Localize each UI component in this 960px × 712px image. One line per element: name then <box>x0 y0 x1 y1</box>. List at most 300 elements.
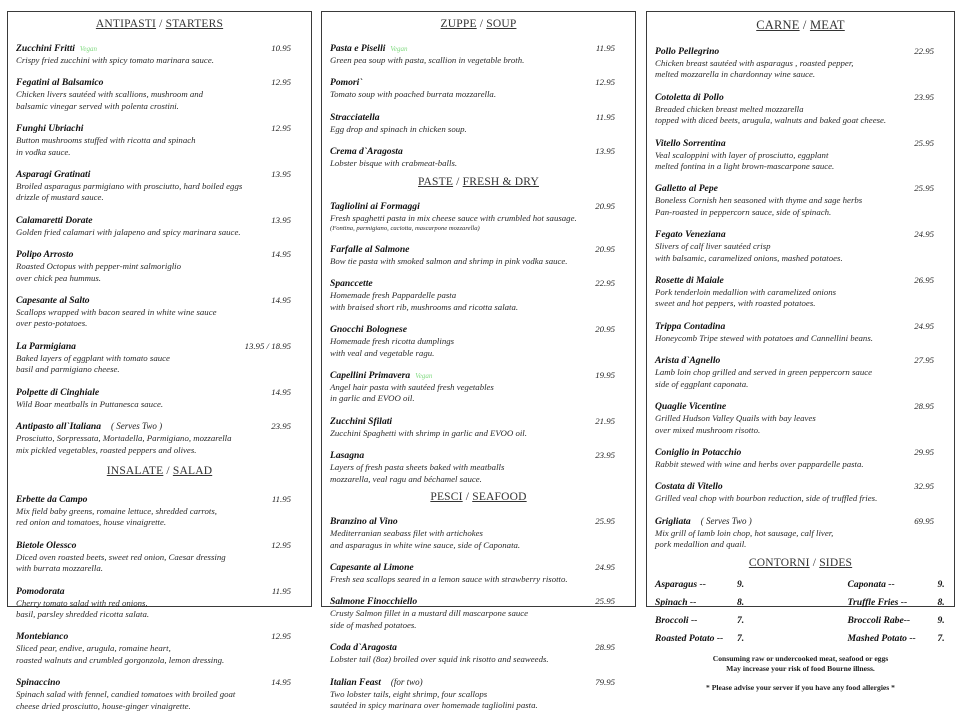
menu-item <box>16 533 303 575</box>
section-title-sep: / <box>453 175 463 188</box>
description-line: Lobster bisque with crabmeat-balls. <box>330 158 458 169</box>
menu-item-header <box>16 242 303 261</box>
side-item-name: Broccoli -- <box>655 614 698 626</box>
menu-item-description <box>655 195 946 218</box>
description-line: with veal and vegetable ragu. <box>330 347 435 358</box>
menu-item <box>330 317 627 359</box>
side-item-name: Spinach -- <box>655 596 697 608</box>
menu-item-price: 20.95 <box>595 200 615 211</box>
menu-item <box>16 208 303 238</box>
menu-item-header <box>330 670 627 689</box>
menu-column-left <box>7 11 312 711</box>
description-line: Chicken livers sautéed with scallions, mushroom and <box>16 89 204 100</box>
menu-item-header <box>655 394 946 413</box>
menu-item-name: Branzino al Vino <box>330 516 398 528</box>
section-title-part: FRESH & DRY <box>462 175 539 188</box>
menu-item <box>655 474 946 504</box>
menu-item-price: 26.95 <box>914 275 934 286</box>
description-line: Bow tie pasta with smoked salmon and shrimp in pink vodka sauce. <box>330 256 568 267</box>
menu-item-header <box>16 414 303 433</box>
menu-item-header <box>655 348 946 367</box>
side-item-price: 7. <box>737 632 745 644</box>
description-line: Slivers of calf liver sautéed crisp <box>655 241 771 252</box>
description-line: with braised short rib, mushrooms and ricotta salata. <box>330 301 519 312</box>
menu-item-title <box>16 487 87 506</box>
menu-item-name: Arista d`Agnello <box>655 355 721 367</box>
menu-item-price: 79.95 <box>595 676 615 687</box>
menu-item-header <box>655 131 946 150</box>
menu-item-header <box>330 443 627 462</box>
description-line: Lobster tail (8oz) broiled over squid ink risotto and seaweeds. <box>330 654 549 665</box>
menu-item <box>330 271 627 313</box>
menu-item-header <box>330 317 627 336</box>
description-line: Pork tenderloin medallion with caramelized onions <box>655 287 837 298</box>
menu-item-title <box>330 670 423 689</box>
paste-list <box>330 194 627 485</box>
menu-item-title <box>655 394 726 413</box>
description-line: Lamb loin chop grilled and served in green peppercorn sauce <box>655 367 873 378</box>
menu-item-header <box>16 162 303 181</box>
menu-item-name: Vitello Sorrentina <box>655 137 726 149</box>
menu-item-description <box>16 227 303 238</box>
menu-item-title <box>16 208 92 227</box>
section-title-part: ZUPPE <box>440 18 477 30</box>
menu-item-title <box>16 36 97 55</box>
menu-item <box>655 39 946 81</box>
menu-item-description <box>330 574 627 585</box>
description-line: Crispy fried zucchini with spicy tomato marinara sauce. <box>16 55 214 65</box>
allergy-notice: * Please advise your server if you have any food allergies * <box>706 682 895 692</box>
menu-item-title <box>330 363 432 382</box>
menu-item-price: 28.95 <box>595 642 615 653</box>
menu-item-name: Italian Feast <box>330 676 381 688</box>
menu-item <box>655 222 946 264</box>
carne-list <box>655 39 946 551</box>
side-item-name: Mashed Potato -- <box>847 632 916 644</box>
menu-item-price: 14.95 <box>271 386 291 397</box>
menu-item-title <box>655 85 724 104</box>
description-line: basil and parmigiano cheese. <box>16 364 120 375</box>
menu-item-header <box>655 39 946 58</box>
menu-item-name: Cotoletta di Pollo <box>655 91 724 103</box>
menu-item-name: Bietole Olessco <box>16 539 77 551</box>
menu-item-title <box>330 271 373 290</box>
description-line: melted mozzarella in chardonnay wine sauce. <box>655 69 816 80</box>
description-line: and asparagus in white wine sauce, side of Caponata. <box>330 539 521 550</box>
menu-item-title <box>330 36 408 55</box>
description-line: Cherry tomato salad with red onions, <box>16 597 148 608</box>
menu-item-header <box>655 474 946 493</box>
menu-item-description <box>330 462 627 485</box>
menu-item-description <box>16 433 303 456</box>
description-line: Mix grill of lamb loin chop, hot sausage, calf liver, <box>655 527 834 538</box>
menu-item <box>655 176 946 218</box>
menu-item-price: 12.95 <box>595 77 615 88</box>
description-line: over chick pea hummus. <box>16 272 102 283</box>
menu-item-title <box>330 317 407 336</box>
menu-item-description <box>16 307 303 330</box>
menu-item-name: Pollo Pellegrino <box>655 46 720 57</box>
description-line: Chicken breast sautéed with asparagus , roasted pepper, <box>655 58 854 68</box>
menu-item-description <box>330 158 627 169</box>
section-title-part: STARTERS <box>165 18 224 30</box>
menu-item-description <box>330 428 627 439</box>
section-title-part: MEAT <box>809 18 845 32</box>
section-title-part: INSALATE <box>106 464 164 477</box>
menu-item-name: Coda d`Aragosta <box>330 642 397 654</box>
menu-item <box>655 314 946 344</box>
description-line: Mix field baby greens, romaine lettuce, shredded carrots, <box>16 505 217 516</box>
menu-item-name: Galletto al Pepe <box>655 183 718 195</box>
menu-item-price: 19.95 <box>595 370 615 381</box>
menu-item <box>330 237 627 267</box>
menu-item-description <box>655 528 946 551</box>
menu-item <box>655 131 946 173</box>
menu-item-price: 69.95 <box>914 515 934 526</box>
menu-item <box>16 487 303 529</box>
menu-item-description <box>16 399 303 410</box>
menu-item <box>330 70 627 100</box>
menu-item <box>330 589 627 631</box>
menu-item <box>330 443 627 485</box>
menu-item-description <box>330 213 627 233</box>
description-line: Homemade fresh Pappardelle pasta <box>330 290 457 301</box>
menu-item-name: Funghi Ubriachi <box>16 123 84 135</box>
menu-item-description <box>655 104 946 127</box>
section-title-paste <box>330 176 627 188</box>
menu-item-name: Montebianco <box>16 631 69 643</box>
menu-item-price: 25.95 <box>595 596 615 607</box>
menu-item-name: Capesante al Limone <box>330 561 414 573</box>
section-title-sep: / <box>156 18 166 30</box>
section-title-pesci <box>330 491 627 503</box>
menu-item-description <box>655 150 946 173</box>
antipasti-list <box>16 36 303 456</box>
menu-item-description <box>330 654 627 665</box>
section-title-sep: / <box>809 556 820 569</box>
menu-item-name: Fegatini al Balsamico <box>16 77 104 89</box>
menu-item-description <box>330 256 627 267</box>
menu-item-description <box>655 333 946 344</box>
menu-item-description <box>655 493 946 504</box>
menu-item-name: Erbette da Campo <box>16 493 88 505</box>
vegan-tag: Vegan <box>390 45 408 53</box>
menu-item <box>655 85 946 127</box>
serving-note: ( Serves Two ) <box>700 515 752 526</box>
side-item <box>655 633 796 644</box>
menu-item-name: Stracciatella <box>330 111 380 123</box>
side-item <box>655 579 796 590</box>
zuppe-list <box>330 36 627 170</box>
menu-item <box>655 509 946 551</box>
menu-item-name: Crema d`Aragosta <box>330 146 403 158</box>
description-line: Veal scaloppini with layer of prosciutto, eggplant <box>655 149 829 160</box>
menu-item-title <box>655 440 741 459</box>
warning-line: Consuming raw or undercooked meat, seafood or eggs <box>712 653 889 663</box>
description-line: Sliced pear, endive, arugula, romaine heart, <box>16 643 171 654</box>
side-item-price: 8. <box>737 596 745 608</box>
menu-item-description <box>16 506 303 529</box>
menu-item-description <box>16 598 303 621</box>
menu-item-header <box>16 487 303 506</box>
description-line: cheese dried prosciutto, house-ginger vinaigrette. <box>16 700 191 711</box>
menu-item-header <box>16 624 303 643</box>
menu-item-title <box>330 443 364 462</box>
menu-item-title <box>330 635 397 654</box>
menu-item-name: Farfalle al Salmone <box>330 244 410 256</box>
description-line: balsamic vinegar served with polenta crostini. <box>16 100 179 111</box>
menu-item-description <box>655 58 946 81</box>
menu-item-header <box>655 440 946 459</box>
description-line: over pesto-potatoes. <box>16 318 88 329</box>
menu-item-name: Gnocchi Bolognese <box>330 324 408 336</box>
description-line: pork medallion and quail. <box>655 539 747 550</box>
section-title-sep: / <box>163 464 173 477</box>
serving-note: (for two) <box>390 676 423 687</box>
side-item-name: Caponata -- <box>847 578 895 590</box>
menu-item-description <box>16 552 303 575</box>
section-title-part: SOUP <box>486 18 517 30</box>
description-line: basil, parsley shredded ricotta salata. <box>16 608 150 619</box>
description-line: mix pickled vegetables, roasted peppers and olives. <box>16 444 197 455</box>
menu-item-description <box>655 287 946 310</box>
description-line: Mediterranian seabass filet with artichokes <box>330 528 483 539</box>
menu-item-price: 32.95 <box>914 481 934 492</box>
menu-item-price: 23.95 <box>595 450 615 461</box>
menu-item-price: 14.95 <box>271 295 291 306</box>
menu-item <box>330 139 627 169</box>
menu-item-title <box>330 105 380 124</box>
section-title-zuppe <box>330 18 627 30</box>
menu-item-name: Tagliolini ai Formaggi <box>330 200 420 212</box>
menu-item-name: Zucchini Fritti <box>16 43 75 54</box>
side-item <box>655 615 796 626</box>
menu-item-title <box>655 176 718 195</box>
menu-item-description <box>16 689 303 712</box>
menu-item-price: 27.95 <box>914 355 934 366</box>
side-item-price: 8. <box>937 596 945 608</box>
menu-item-name: Spinaccino <box>16 677 61 689</box>
menu-item-price: 20.95 <box>595 244 615 255</box>
menu-item-price: 11.95 <box>595 111 615 122</box>
menu-item <box>330 409 627 439</box>
menu-item-price: 14.95 <box>271 249 291 260</box>
description-line: over mixed mushroom risotto. <box>655 424 761 435</box>
menu-item <box>330 670 627 712</box>
menu-item-price: 11.95 <box>595 43 615 53</box>
menu-item-title <box>16 334 76 353</box>
menu-item-description <box>16 55 303 66</box>
menu-item-price: 24.95 <box>914 320 934 331</box>
side-item-price: 7. <box>937 632 945 644</box>
vegan-tag: Vegan <box>79 45 98 53</box>
menu-item <box>330 194 627 233</box>
section-title-sep: / <box>462 491 473 504</box>
menu-item-price: 22.95 <box>595 278 615 289</box>
menu-item-title <box>655 509 752 528</box>
section-title-contorni <box>655 557 946 569</box>
menu-item-title <box>330 194 420 213</box>
menu-item-title <box>330 509 398 528</box>
menu-item-name: Lasagna <box>330 450 365 462</box>
menu-item-price: 29.95 <box>914 446 934 457</box>
menu-item-name: Capellini Primavera <box>330 370 411 382</box>
description-line: Egg drop and spinach in chicken soup. <box>330 123 467 134</box>
side-item-price: 9. <box>937 614 945 626</box>
menu-item-price: 25.95 <box>914 137 934 148</box>
menu-item-header <box>655 176 946 195</box>
section-title-carne <box>655 18 946 33</box>
menu-item-header <box>16 533 303 552</box>
menu-item-price: 25.95 <box>595 516 615 527</box>
menu-item-description <box>16 643 303 666</box>
menu-item-header <box>16 116 303 135</box>
menu-item-header <box>330 589 627 608</box>
section-title-part: ANTIPASTI <box>95 18 157 30</box>
description-line: Tomato soup with poached burrata mozzarella. <box>330 89 497 100</box>
side-item-name: Truffle Fries -- <box>847 596 908 608</box>
menu-item-price: 12.95 <box>271 123 291 134</box>
menu-item-name: Polipo Arrosto <box>16 249 74 261</box>
description-line: Homemade fresh ricotta dumplings <box>330 336 455 347</box>
menu-item-title <box>16 380 99 399</box>
menu-item-title <box>655 131 726 150</box>
warning-line: May increase your risk of food Bourne illness. <box>726 663 875 673</box>
description-line: Green pea soup with pasta, scallion in vegetable broth. <box>330 55 525 65</box>
side-item <box>655 597 796 608</box>
description-line: Fresh spaghetti pasta in mix cheese sauce with crumbled hot sausage. <box>330 212 577 223</box>
menu-item-header <box>655 314 946 333</box>
side-item <box>806 633 947 644</box>
menu-item-title <box>330 139 403 158</box>
menu-item-header <box>16 288 303 307</box>
menu-item-description <box>16 353 303 376</box>
menu-item-name: Coniglio in Potacchio <box>655 446 742 458</box>
menu-item-title <box>330 70 363 89</box>
menu-item-description <box>330 55 627 66</box>
description-line: Roasted Octopus with pepper-mint salmoriglio <box>16 261 182 272</box>
description-line: drizzle of mustard sauce. <box>16 192 104 203</box>
insalate-list <box>16 487 303 712</box>
description-line: Crusty Salmon fillet in a mustard dill mascarpone sauce <box>330 608 529 619</box>
menu-item-name: Fegato Veneziana <box>655 229 726 241</box>
description-line: Zucchini Spaghetti with shrimp in garlic and EVOO oil. <box>330 427 527 438</box>
description-line: melted fontina in a light brown-mascarpone sauce. <box>655 161 835 172</box>
description-line: Prosciutto, Sorpressata, Mortadella, Parmigiano, mozzarella <box>16 433 232 444</box>
description-line: with balsamic, caramelized onions, mashed potatoes. <box>655 252 843 263</box>
menu-item <box>330 509 627 551</box>
menu-item-name: Trippa Contadina <box>655 320 726 332</box>
menu-item-price: 21.95 <box>595 415 615 426</box>
menu-item <box>16 70 303 112</box>
sides-grid <box>655 579 946 644</box>
description-line: Button mushrooms stuffed with ricotta and spinach <box>16 135 196 146</box>
menu-item <box>655 440 946 470</box>
menu-item-title <box>16 670 60 689</box>
section-title-insalate <box>16 465 303 477</box>
description-line: Diced oven roasted beets, sweet red onion, Caesar dressing <box>16 551 226 562</box>
menu-item-description <box>330 336 627 359</box>
menu-item-description <box>16 261 303 284</box>
description-line: roasted walnuts and crumbled gorgonzola, lemon dressing. <box>16 654 225 665</box>
menu-item-description <box>330 382 627 405</box>
section-title-part: CARNE <box>756 18 800 32</box>
menu-item-price: 23.95 <box>914 91 934 102</box>
menu-item-description <box>330 124 627 135</box>
ingredients-note: (Fontina, parmigiano, caciotta, mascarpone mozzarella) <box>330 225 480 233</box>
menu-item-price: 13.95 <box>271 169 291 180</box>
menu-item-name: Pasta e Piselli <box>330 43 386 54</box>
menu-item-header <box>330 70 627 89</box>
menu-item-description <box>16 135 303 158</box>
menu-item-header <box>330 271 627 290</box>
vegan-tag: Vegan <box>415 372 433 381</box>
menu-item-title <box>655 39 719 58</box>
menu-item-title <box>655 348 720 367</box>
section-title-part: SEAFOOD <box>472 491 527 504</box>
menu-item <box>16 624 303 666</box>
description-line: sautéed in spicy marinara over homemade tagliolini pasta. <box>330 699 538 710</box>
description-line: Spinach salad with fennel, candied tomatoes with broiled goat <box>16 689 236 700</box>
menu-item <box>16 380 303 410</box>
description-line: Grilled veal chop with bourbon reduction, side of truffled fries. <box>655 493 878 504</box>
side-item-name: Broccoli Rabe-- <box>847 614 911 626</box>
description-line: sweet and hot peppers, with roasted potatoes. <box>655 298 816 309</box>
menu-item-description <box>16 89 303 112</box>
menu-item <box>16 414 303 456</box>
menu-item-name: Spanccette <box>330 278 373 290</box>
menu-item-name: Grigliata <box>655 515 691 527</box>
menu-item-name: Rosette di Maiale <box>655 275 724 287</box>
description-line: Baked layers of eggplant with tomato sauce <box>16 352 170 363</box>
side-item <box>806 579 947 590</box>
menu-item-price: 12.95 <box>271 539 291 550</box>
description-line: Golden fried calamari with jalapeno and spicy marinara sauce. <box>16 226 241 237</box>
menu-item <box>330 105 627 135</box>
section-title-part: PESCI <box>430 491 463 504</box>
menu-item-header <box>655 268 946 287</box>
menu-item <box>16 36 303 66</box>
side-item <box>806 597 947 608</box>
menu-item-header <box>330 105 627 124</box>
menu-item-header <box>330 139 627 158</box>
menu-item-header <box>330 409 627 428</box>
menu-item <box>16 162 303 204</box>
description-line: in vodka sauce. <box>16 146 71 157</box>
menu-item-price: 13.95 <box>595 146 615 157</box>
menu-item-title <box>16 288 90 307</box>
menu-item-title <box>330 555 414 574</box>
menu-item <box>16 116 303 158</box>
menu-item-header <box>16 670 303 689</box>
description-line: topped with diced beets, arugula, walnuts and baked goat cheese. <box>655 115 887 126</box>
section-title-part: SALAD <box>172 464 213 477</box>
side-item-price: 7. <box>737 614 745 626</box>
menu-item-title <box>330 409 392 428</box>
menu-column-right <box>646 11 955 692</box>
menu-item-name: Calamaretti Dorate <box>16 214 93 226</box>
menu-item-header <box>16 70 303 89</box>
menu-item-price: 11.95 <box>271 585 291 596</box>
menu-item-header <box>16 380 303 399</box>
menu-item-price: 24.95 <box>914 229 934 240</box>
side-item-name: Asparagus -- <box>655 578 706 590</box>
menu-item-price: 12.95 <box>271 77 291 88</box>
section-title-part: CONTORNI <box>748 556 810 569</box>
menu-item-description <box>655 241 946 264</box>
menu-item-description <box>330 290 627 313</box>
description-line: side of eggplant caponata. <box>655 378 749 389</box>
